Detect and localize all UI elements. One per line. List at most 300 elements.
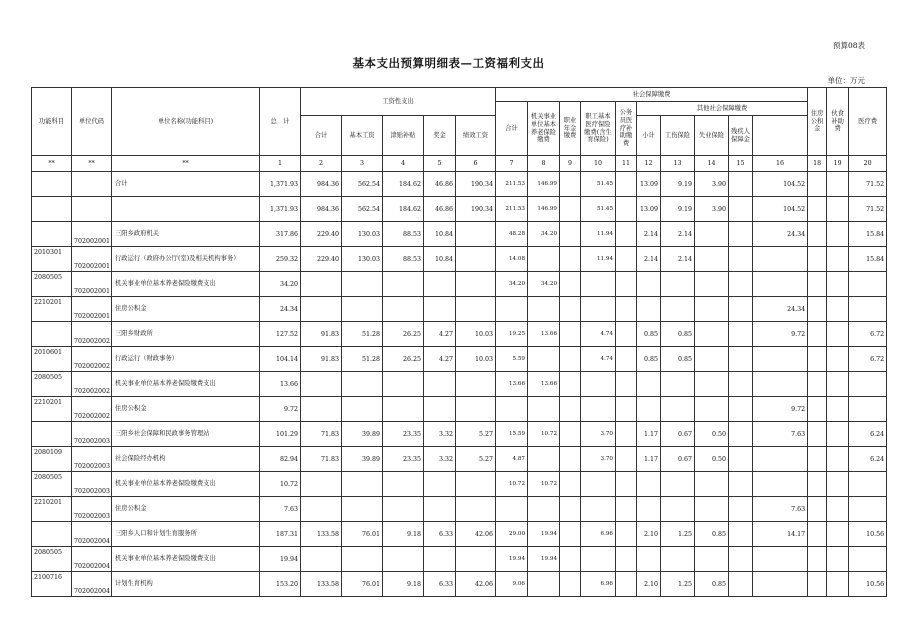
- value-cell: 2.14: [661, 247, 695, 272]
- value-cell: [827, 472, 849, 497]
- value-cell: 1.17: [637, 422, 661, 447]
- header-other-group: 其他社会保障缴费: [637, 102, 808, 116]
- index-cell: 14: [695, 156, 729, 172]
- value-cell: 24.34: [753, 222, 808, 247]
- value-cell: [581, 547, 616, 572]
- value-cell: [424, 497, 456, 522]
- page-title: 基本支出预算明细表—工资福利支出: [352, 56, 545, 70]
- unit-code-cell: 702002003: [72, 422, 112, 447]
- value-cell: [616, 272, 637, 297]
- value-cell: 0.85: [661, 347, 695, 372]
- index-cell: 2: [301, 156, 342, 172]
- table-header: [32, 88, 887, 156]
- unit-name-cell: 三阳乡财政所: [112, 322, 260, 347]
- unit-name-cell: 计划生育机构: [112, 572, 260, 597]
- value-cell: [729, 222, 753, 247]
- table-row: [32, 272, 887, 297]
- value-cell: [661, 272, 695, 297]
- unit-name-cell: 行政运行（政府办公厅(室)及相关机构事务）: [112, 247, 260, 272]
- func-subject-cell: [32, 197, 72, 222]
- value-cell: [456, 497, 496, 522]
- value-cell: 3.70: [581, 422, 616, 447]
- value-cell: 130.03: [342, 222, 383, 247]
- value-cell: 34.20: [528, 272, 560, 297]
- func-subject-cell: [32, 322, 72, 347]
- table-row: [32, 347, 887, 372]
- value-cell: [753, 347, 808, 372]
- value-cell: [849, 272, 887, 297]
- value-cell: 4.74: [581, 347, 616, 372]
- value-cell: [729, 297, 753, 322]
- value-cell: [424, 472, 456, 497]
- value-cell: [695, 497, 729, 522]
- value-cell: 153.20: [260, 572, 301, 597]
- value-cell: [637, 547, 661, 572]
- value-cell: 51.45: [581, 172, 616, 197]
- value-cell: 11.94: [581, 247, 616, 272]
- header-meal: 伙食补助费: [827, 88, 849, 156]
- value-cell: [560, 272, 581, 297]
- header-medical: 职工基本医疗保险缴费(含生育保险): [581, 102, 616, 156]
- index-cell: 1: [260, 156, 301, 172]
- value-cell: [424, 397, 456, 422]
- func-subject-cell: [32, 522, 72, 547]
- index-cell: **: [72, 156, 112, 172]
- func-subject-cell: 2210201: [32, 397, 72, 422]
- value-cell: 10.72: [528, 472, 560, 497]
- value-cell: [637, 297, 661, 322]
- value-cell: [616, 422, 637, 447]
- unit-code-cell: 702002002: [72, 397, 112, 422]
- value-cell: [616, 447, 637, 472]
- header-social-group: 社会保障缴费: [496, 88, 808, 102]
- value-cell: [729, 247, 753, 272]
- value-cell: [729, 422, 753, 447]
- value-cell: [695, 547, 729, 572]
- value-cell: [383, 297, 424, 322]
- value-cell: [528, 247, 560, 272]
- value-cell: 104.14: [260, 347, 301, 372]
- value-cell: 4.87: [496, 447, 528, 472]
- unit-code-cell: 702002002: [72, 322, 112, 347]
- form-number: 预算08表: [832, 41, 865, 50]
- value-cell: 2.10: [637, 522, 661, 547]
- value-cell: 3.32: [424, 447, 456, 472]
- value-cell: [616, 322, 637, 347]
- unit-code-cell: 702002001: [72, 222, 112, 247]
- value-cell: [456, 247, 496, 272]
- value-cell: [695, 347, 729, 372]
- value-cell: 46.86: [424, 197, 456, 222]
- value-cell: 190.34: [456, 197, 496, 222]
- value-cell: [661, 472, 695, 497]
- value-cell: [808, 297, 827, 322]
- header-basic-wage: 基本工资: [342, 116, 383, 156]
- value-cell: [560, 372, 581, 397]
- value-cell: [456, 272, 496, 297]
- value-cell: [849, 547, 887, 572]
- value-cell: 133.58: [301, 522, 342, 547]
- value-cell: 71.83: [301, 447, 342, 472]
- value-cell: [616, 172, 637, 197]
- value-cell: [808, 547, 827, 572]
- value-cell: [424, 372, 456, 397]
- value-cell: 2.14: [661, 222, 695, 247]
- value-cell: 229.40: [301, 222, 342, 247]
- value-cell: [661, 397, 695, 422]
- value-cell: [456, 222, 496, 247]
- index-cell: **: [32, 156, 72, 172]
- value-cell: 3.70: [581, 447, 616, 472]
- table-row: [32, 297, 887, 322]
- value-cell: [637, 397, 661, 422]
- header-total: 总 计: [260, 88, 301, 156]
- unit-name-cell: 机关事业单位基本养老保险缴费支出: [112, 272, 260, 297]
- value-cell: [616, 297, 637, 322]
- value-cell: [753, 547, 808, 572]
- value-cell: 0.85: [637, 347, 661, 372]
- value-cell: 211.53: [496, 197, 528, 222]
- value-cell: 5.27: [456, 422, 496, 447]
- value-cell: 10.72: [496, 472, 528, 497]
- value-cell: [456, 372, 496, 397]
- table-row: [32, 247, 887, 272]
- unit-name-cell: 三阳乡政府机关: [112, 222, 260, 247]
- value-cell: 6.33: [424, 522, 456, 547]
- index-cell: 15: [729, 156, 753, 172]
- value-cell: [849, 497, 887, 522]
- value-cell: 0.85: [637, 322, 661, 347]
- value-cell: 104.52: [753, 172, 808, 197]
- value-cell: [616, 572, 637, 597]
- value-cell: [383, 472, 424, 497]
- value-cell: [301, 397, 342, 422]
- value-cell: 9.19: [661, 197, 695, 222]
- func-subject-cell: 2080505: [32, 472, 72, 497]
- index-cell: 9: [560, 156, 581, 172]
- value-cell: [729, 347, 753, 372]
- value-cell: 7.63: [260, 497, 301, 522]
- unit-code-cell: 702002003: [72, 497, 112, 522]
- value-cell: 127.52: [260, 322, 301, 347]
- value-cell: [827, 447, 849, 472]
- value-cell: [827, 572, 849, 597]
- value-cell: 187.31: [260, 522, 301, 547]
- unit-name-cell: 住房公积金: [112, 397, 260, 422]
- value-cell: [342, 272, 383, 297]
- value-cell: [695, 372, 729, 397]
- value-cell: [528, 572, 560, 597]
- value-cell: [661, 372, 695, 397]
- value-cell: 24.34: [260, 297, 301, 322]
- value-cell: [753, 247, 808, 272]
- table-row: [32, 197, 887, 222]
- value-cell: [342, 497, 383, 522]
- value-cell: 26.25: [383, 322, 424, 347]
- value-cell: 3.32: [424, 422, 456, 447]
- table-row: [32, 497, 887, 522]
- value-cell: 10.56: [849, 572, 887, 597]
- value-cell: 23.35: [383, 422, 424, 447]
- value-cell: 9.72: [260, 397, 301, 422]
- value-cell: [528, 497, 560, 522]
- value-cell: [808, 322, 827, 347]
- value-cell: [301, 497, 342, 522]
- value-cell: 13.09: [637, 197, 661, 222]
- value-cell: [729, 447, 753, 472]
- header-unemployment: 失业保险: [695, 116, 729, 156]
- header-social-total: 合计: [496, 102, 528, 156]
- value-cell: [383, 397, 424, 422]
- value-cell: [695, 322, 729, 347]
- value-cell: 13.66: [528, 372, 560, 397]
- value-cell: 2.14: [637, 247, 661, 272]
- func-subject-cell: [32, 222, 72, 247]
- table-row: [32, 547, 887, 572]
- value-cell: 6.96: [581, 522, 616, 547]
- header-wage-group: 工资性支出: [301, 88, 496, 116]
- value-cell: [827, 222, 849, 247]
- unit-code-cell: 702002002: [72, 347, 112, 372]
- value-cell: [581, 297, 616, 322]
- index-cell: **: [112, 156, 260, 172]
- value-cell: 24.34: [753, 297, 808, 322]
- value-cell: 91.83: [301, 347, 342, 372]
- value-cell: 13.09: [637, 172, 661, 197]
- value-cell: 88.53: [383, 222, 424, 247]
- index-cell: 7: [496, 156, 528, 172]
- unit-code-cell: 702002003: [72, 447, 112, 472]
- value-cell: [637, 497, 661, 522]
- value-cell: [560, 322, 581, 347]
- value-cell: [528, 347, 560, 372]
- value-cell: [342, 547, 383, 572]
- unit-code-cell: [72, 197, 112, 222]
- value-cell: [342, 372, 383, 397]
- value-cell: 984.36: [301, 197, 342, 222]
- value-cell: [827, 372, 849, 397]
- value-cell: 19.25: [496, 322, 528, 347]
- func-subject-cell: 2080505: [32, 372, 72, 397]
- value-cell: [808, 272, 827, 297]
- header-housing: 住房公积金: [808, 88, 827, 156]
- value-cell: [729, 172, 753, 197]
- header-allowance: 津贴补贴: [383, 116, 424, 156]
- value-cell: 7.63: [753, 497, 808, 522]
- value-cell: [827, 497, 849, 522]
- value-cell: [753, 272, 808, 297]
- value-cell: [424, 547, 456, 572]
- value-cell: 11.94: [581, 222, 616, 247]
- value-cell: [827, 397, 849, 422]
- value-cell: [424, 297, 456, 322]
- unit-code-cell: 702002004: [72, 547, 112, 572]
- unit-name-cell: 住房公积金: [112, 497, 260, 522]
- header-civil-medical: 公务员医疗补助缴费: [616, 102, 637, 156]
- value-cell: 51.45: [581, 197, 616, 222]
- value-cell: [581, 472, 616, 497]
- unit-code-cell: 702002001: [72, 272, 112, 297]
- value-cell: [729, 547, 753, 572]
- value-cell: 19.94: [260, 547, 301, 572]
- value-cell: [528, 397, 560, 422]
- value-cell: [560, 347, 581, 372]
- value-cell: [301, 297, 342, 322]
- value-cell: 23.35: [383, 447, 424, 472]
- value-cell: [560, 547, 581, 572]
- value-cell: [827, 297, 849, 322]
- table-row: [32, 222, 887, 247]
- index-cell: 10: [581, 156, 616, 172]
- value-cell: 42.06: [456, 522, 496, 547]
- value-cell: [383, 547, 424, 572]
- unit-name-cell: 住房公积金: [112, 297, 260, 322]
- table-row: [32, 472, 887, 497]
- header-func-subject: 功能科目: [32, 88, 72, 156]
- value-cell: [581, 272, 616, 297]
- value-cell: 15.84: [849, 222, 887, 247]
- table-row: [32, 422, 887, 447]
- value-cell: 562.54: [342, 172, 383, 197]
- value-cell: [560, 247, 581, 272]
- value-cell: 76.01: [342, 522, 383, 547]
- value-cell: [301, 372, 342, 397]
- value-cell: [753, 372, 808, 397]
- value-cell: 46.86: [424, 172, 456, 197]
- value-cell: [695, 397, 729, 422]
- unit-code-cell: 702002004: [72, 522, 112, 547]
- value-cell: 42.06: [456, 572, 496, 597]
- value-cell: [695, 297, 729, 322]
- unit-name-cell: 三阳乡社会保障和民政事务管理站: [112, 422, 260, 447]
- value-cell: 104.52: [753, 197, 808, 222]
- value-cell: [661, 547, 695, 572]
- value-cell: [616, 197, 637, 222]
- value-cell: [616, 472, 637, 497]
- value-cell: 0.85: [695, 572, 729, 597]
- func-subject-cell: 2210201: [32, 497, 72, 522]
- value-cell: 14.08: [496, 247, 528, 272]
- value-cell: 71.52: [849, 172, 887, 197]
- value-cell: 51.28: [342, 347, 383, 372]
- index-cell: 20: [849, 156, 887, 172]
- value-cell: [808, 197, 827, 222]
- value-cell: [560, 397, 581, 422]
- table-row: [32, 372, 887, 397]
- header-performance: 绩效工资: [456, 116, 496, 156]
- index-cell: 13: [661, 156, 695, 172]
- value-cell: 14.17: [753, 522, 808, 547]
- value-cell: [581, 372, 616, 397]
- value-cell: 9.19: [661, 172, 695, 197]
- value-cell: 15.59: [496, 422, 528, 447]
- value-cell: 130.03: [342, 247, 383, 272]
- value-cell: [729, 472, 753, 497]
- value-cell: [456, 297, 496, 322]
- value-cell: 190.34: [456, 172, 496, 197]
- value-cell: 1.25: [661, 522, 695, 547]
- header-injury: 工伤保险: [661, 116, 695, 156]
- value-cell: 229.40: [301, 247, 342, 272]
- value-cell: [753, 572, 808, 597]
- table-row: [32, 397, 887, 422]
- header-annuity: 职业年金缴费: [560, 102, 581, 156]
- unit-name-cell: 机关事业单位基本养老保险缴费支出: [112, 472, 260, 497]
- value-cell: 34.20: [528, 222, 560, 247]
- value-cell: [301, 272, 342, 297]
- value-cell: 0.85: [695, 522, 729, 547]
- value-cell: [616, 222, 637, 247]
- func-subject-cell: 2100716: [32, 572, 72, 597]
- index-cell: 8: [528, 156, 560, 172]
- unit-name-cell: 机关事业单位基本养老保险缴费支出: [112, 547, 260, 572]
- value-cell: [301, 472, 342, 497]
- value-cell: [616, 522, 637, 547]
- value-cell: 2.14: [637, 222, 661, 247]
- value-cell: [528, 297, 560, 322]
- unit-code-cell: 702002002: [72, 372, 112, 397]
- value-cell: [661, 497, 695, 522]
- value-cell: 3.90: [695, 172, 729, 197]
- value-cell: 10.03: [456, 322, 496, 347]
- value-cell: [808, 247, 827, 272]
- unit-code-cell: 702002004: [72, 572, 112, 597]
- table-row: [32, 572, 887, 597]
- value-cell: [849, 397, 887, 422]
- value-cell: 7.63: [753, 422, 808, 447]
- value-cell: [616, 397, 637, 422]
- value-cell: [496, 297, 528, 322]
- table-row: [32, 172, 887, 197]
- value-cell: [808, 497, 827, 522]
- value-cell: 34.20: [496, 272, 528, 297]
- header-other-subtotal: 小计: [637, 116, 661, 156]
- value-cell: 6.96: [581, 572, 616, 597]
- header-unit-name: 单位名称(功能科目): [112, 88, 260, 156]
- value-cell: 6.24: [849, 422, 887, 447]
- value-cell: 39.89: [342, 422, 383, 447]
- index-cell: 4: [383, 156, 424, 172]
- value-cell: 2.10: [637, 572, 661, 597]
- value-cell: [560, 172, 581, 197]
- value-cell: [729, 572, 753, 597]
- value-cell: [729, 497, 753, 522]
- value-cell: 6.72: [849, 347, 887, 372]
- func-subject-cell: 2080109: [32, 447, 72, 472]
- value-cell: 71.52: [849, 197, 887, 222]
- value-cell: [560, 522, 581, 547]
- value-cell: [637, 372, 661, 397]
- value-cell: [808, 372, 827, 397]
- value-cell: [827, 347, 849, 372]
- value-cell: [849, 297, 887, 322]
- value-cell: [616, 247, 637, 272]
- value-cell: [827, 422, 849, 447]
- value-cell: [695, 222, 729, 247]
- value-cell: 146.99: [528, 197, 560, 222]
- value-cell: [808, 222, 827, 247]
- value-cell: [528, 447, 560, 472]
- value-cell: 10.72: [528, 422, 560, 447]
- value-cell: 101.29: [260, 422, 301, 447]
- value-cell: 76.01: [342, 572, 383, 597]
- value-cell: 9.18: [383, 572, 424, 597]
- header-other-blank: [753, 116, 808, 156]
- func-subject-cell: [32, 422, 72, 447]
- value-cell: [560, 497, 581, 522]
- unit-name-cell: 社会保险经办机构: [112, 447, 260, 472]
- unit-name-cell: 行政运行（财政事务）: [112, 347, 260, 372]
